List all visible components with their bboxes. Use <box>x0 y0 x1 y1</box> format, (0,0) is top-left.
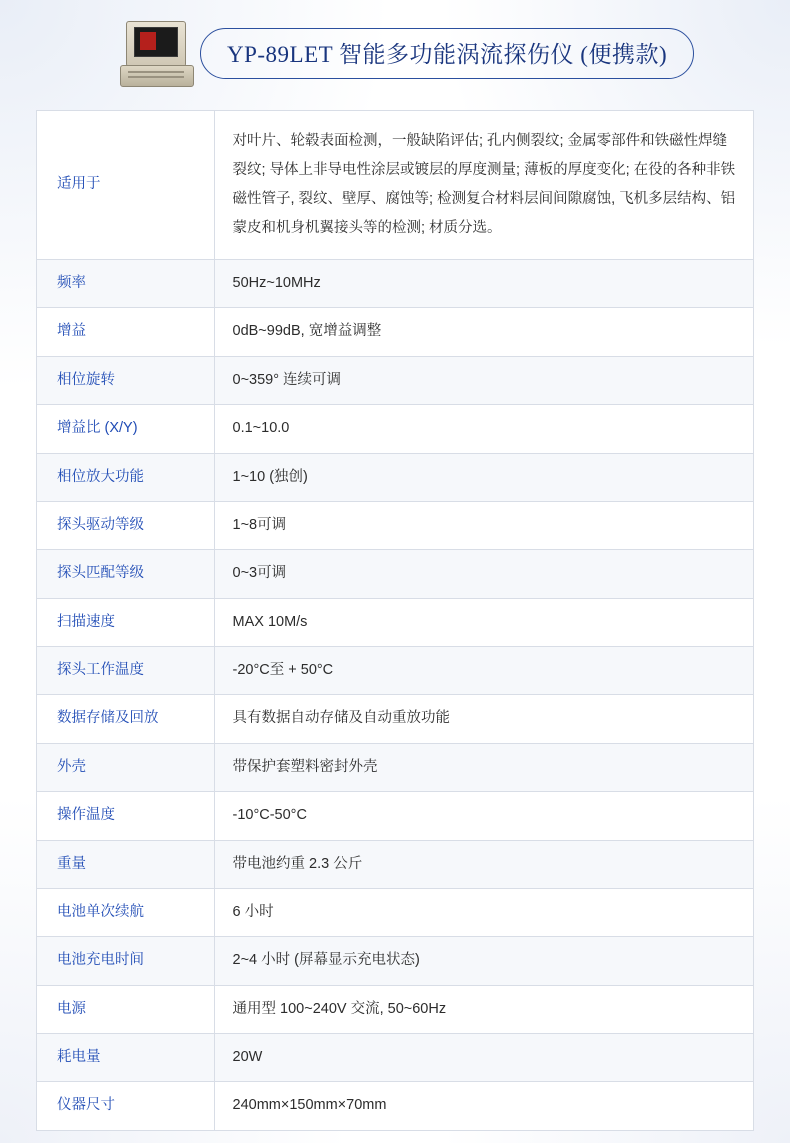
spec-value: 6 小时 <box>214 888 753 936</box>
spec-value: 带保护套塑料密封外壳 <box>214 743 753 791</box>
page-title: YP-89LET 智能多功能涡流探伤仪 (便携款) <box>200 28 694 79</box>
spec-value: 0~3可调 <box>214 550 753 598</box>
spec-value: 具有数据自动存储及自动重放功能 <box>214 695 753 743</box>
spec-row <box>37 405 753 453</box>
spec-value: -10°C-50°C <box>214 792 753 840</box>
spec-label: 相位放大功能 <box>37 453 214 501</box>
spec-table <box>37 111 753 1131</box>
spec-value: 240mm×150mm×70mm <box>214 1082 753 1130</box>
spec-label: 扫描速度 <box>37 598 214 646</box>
spec-label: 探头工作温度 <box>37 647 214 695</box>
spec-label: 操作温度 <box>37 792 214 840</box>
spec-label: 增益比 (X/Y) <box>37 405 214 453</box>
spec-label: 探头匹配等级 <box>37 550 214 598</box>
spec-value: 0.1~10.0 <box>214 405 753 453</box>
spec-value: 0dB~99dB, 宽增益调整 <box>214 308 753 356</box>
spec-label: 仪器尺寸 <box>37 1082 214 1130</box>
spec-value: 通用型 100~240V 交流, 50~60Hz <box>214 985 753 1033</box>
spec-label: 外壳 <box>37 743 214 791</box>
spec-value: 20W <box>214 1034 753 1082</box>
spec-value: MAX 10M/s <box>214 598 753 646</box>
spec-value: 带电池约重 2.3 公斤 <box>214 840 753 888</box>
spec-value: 对叶片、轮毂表面检测，一般缺陷评估; 孔内侧裂纹; 金属零部件和铁磁性焊缝裂纹; 导体上非导电性涂层或镀层的厚度测量; 薄板的厚度变化; 在役的各种非铁磁性管子, 裂纹、壁厚、腐蚀等; 检测复合材料层间间隙腐蚀, 飞机多层结构、铝蒙皮和机身机翼接头等的检测; 材质分选。 <box>214 111 753 260</box>
spec-label: 重量 <box>37 840 214 888</box>
spec-row <box>37 840 753 888</box>
spec-row <box>37 743 753 791</box>
spec-row <box>37 501 753 549</box>
spec-row <box>37 453 753 501</box>
spec-row <box>37 308 753 356</box>
spec-row <box>37 550 753 598</box>
spec-label: 适用于 <box>37 111 214 260</box>
spec-value: 2~4 小时 (屏幕显示充电状态) <box>214 937 753 985</box>
spec-row <box>37 888 753 936</box>
page-header <box>0 0 790 92</box>
spec-label: 电池充电时间 <box>37 937 214 985</box>
spec-label: 电池单次续航 <box>37 888 214 936</box>
spec-row <box>37 1082 753 1130</box>
spec-value: -20°C至 + 50°C <box>214 647 753 695</box>
spec-label: 电源 <box>37 985 214 1033</box>
eddy-current-detector-icon <box>118 17 194 89</box>
spec-value: 50Hz~10MHz <box>214 260 753 308</box>
spec-row <box>37 598 753 646</box>
spec-row <box>37 647 753 695</box>
spec-value: 1~8可调 <box>214 501 753 549</box>
spec-row <box>37 937 753 985</box>
spec-label: 耗电量 <box>37 1034 214 1082</box>
spec-row <box>37 792 753 840</box>
spec-table-container <box>36 110 754 1131</box>
spec-row <box>37 1034 753 1082</box>
spec-label: 探头驱动等级 <box>37 501 214 549</box>
spec-row <box>37 260 753 308</box>
spec-label: 频率 <box>37 260 214 308</box>
spec-row <box>37 985 753 1033</box>
spec-value: 0~359° 连续可调 <box>214 356 753 404</box>
spec-label: 相位旋转 <box>37 356 214 404</box>
spec-label: 增益 <box>37 308 214 356</box>
spec-row <box>37 695 753 743</box>
spec-row <box>37 111 753 260</box>
spec-row <box>37 356 753 404</box>
spec-value: 1~10 (独创) <box>214 453 753 501</box>
spec-label: 数据存储及回放 <box>37 695 214 743</box>
